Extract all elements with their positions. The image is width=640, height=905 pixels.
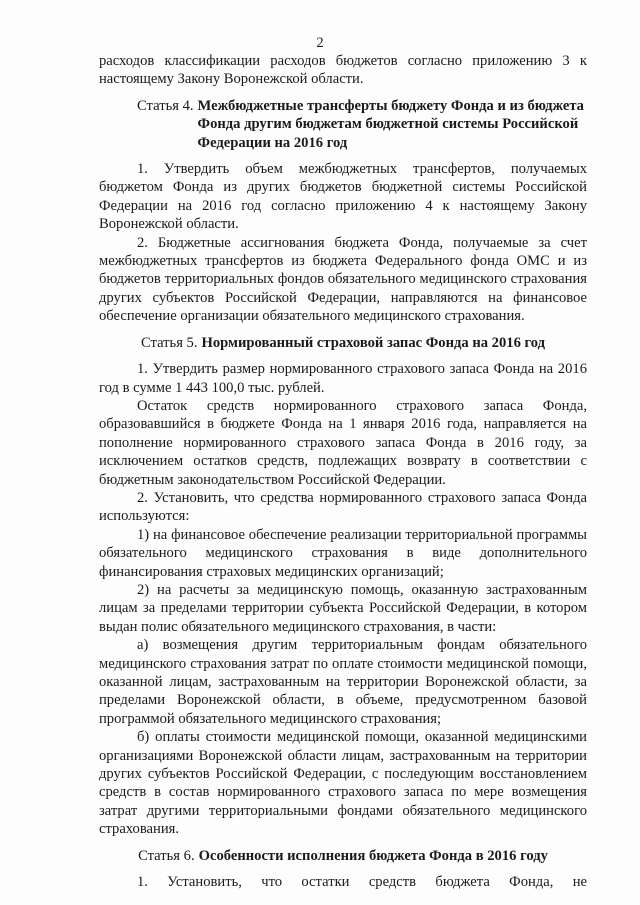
article-5-item-2: 2) на расчеты за медицинскую помощь, оказанную застрахованным лицам за пределами территории субъекта Российской Федерации, в котором выдан полис обязательного медицинского страхования, в части: bbox=[99, 581, 587, 635]
article-5-title: Нормированный страховой запас Фонда на 2016 год bbox=[201, 334, 546, 351]
article-4-label: Статья 4. bbox=[137, 97, 194, 114]
article-5-label: Статья 5. bbox=[140, 334, 198, 351]
article-5-paragraph-2: Остаток средств нормированного страхового запаса Фонда, образовавшийся в бюджете Фонда на 1 января 2016 года, направляется на пополнение нормированного страхового запаса Фонда в 2016 году, за исключением остатков средств, подлежащих возврату в соответствии с бюджетным законодательством Российской Федерации. bbox=[99, 397, 587, 488]
article-5-paragraph-1: 1. Утвердить размер нормированного страхового запаса Фонда на 2016 год в сумме 1 443 100,0 тыс. рублей. bbox=[99, 361, 587, 396]
article-5-paragraph-3: 2. Установить, что средства нормированного страхового запаса Фонда используются: bbox=[99, 489, 587, 525]
article-4-paragraph-1: 1. Утвердить объем межбюджетных трансфертов, получаемых бюджетом Фонда из других бюджетов бюджетной системы Российской Федерации на 2016 год согласно приложению 4 к настоящему Закону Воронежской области. bbox=[99, 161, 587, 233]
article-5-subitem-b: б) оплаты стоимости медицинской помощи, оказанной медицинскими организациями Воронежской области лицам, застрахованным на территории других субъектов Российской Федерации, с последующим восстановлением средств в состав нормированного страхового запаса по мере возмещения затрат другими территориальными фондами обязательного медицинского страхования. bbox=[99, 729, 587, 838]
document-body bbox=[99, 52, 587, 891]
article-4-title: Межбюджетные трансферты бюджету Фонда и из бюджета Фонда другим бюджетам бюджетной системы Российской Федерации на 2016 год bbox=[197, 97, 584, 151]
article-6-label: Статья 6. bbox=[138, 847, 195, 864]
article-4-heading bbox=[99, 97, 587, 152]
article-5-subitem-a: а) возмещения другим территориальным фондам обязательного медицинского страхования затрат по оплате стоимости медицинской помощи, оказанной лицам, застрахованным на территории Воронежской области, за пределами Воронежской области, в объеме, предусмотренном базовой программой обязательного медицинского страхования; bbox=[99, 637, 587, 727]
article-6-title: Особенности исполнения бюджета Фонда в 2016 году bbox=[198, 847, 548, 864]
article-5-heading bbox=[99, 334, 587, 352]
intro-paragraph: расходов классификации расходов бюджетов согласно приложению 3 к настоящему Закону Воронежской области. bbox=[99, 53, 587, 88]
article-6-heading bbox=[99, 847, 587, 865]
page-number: 2 bbox=[316, 35, 324, 51]
article-4-paragraph-2: 2. Бюджетные ассигнования бюджета Фонда, получаемые за счет межбюджетных трансфертов из бюджета Федерального фонда ОМС и из бюджетов территориальных фондов обязательного медицинского страхования других субъектов Российской Федерации, направляются на финансовое обеспечение организации обязательного медицинского страхования. bbox=[99, 234, 587, 325]
article-5-item-1: 1) на финансовое обеспечение реализации территориальной программы обязательного медицинского страхования в виде дополнительного финансирования страховых медицинских организаций; bbox=[99, 526, 587, 580]
article-6-paragraph-1: 1. Установить, что остатки средств бюджета Фонда, не bbox=[137, 874, 587, 891]
